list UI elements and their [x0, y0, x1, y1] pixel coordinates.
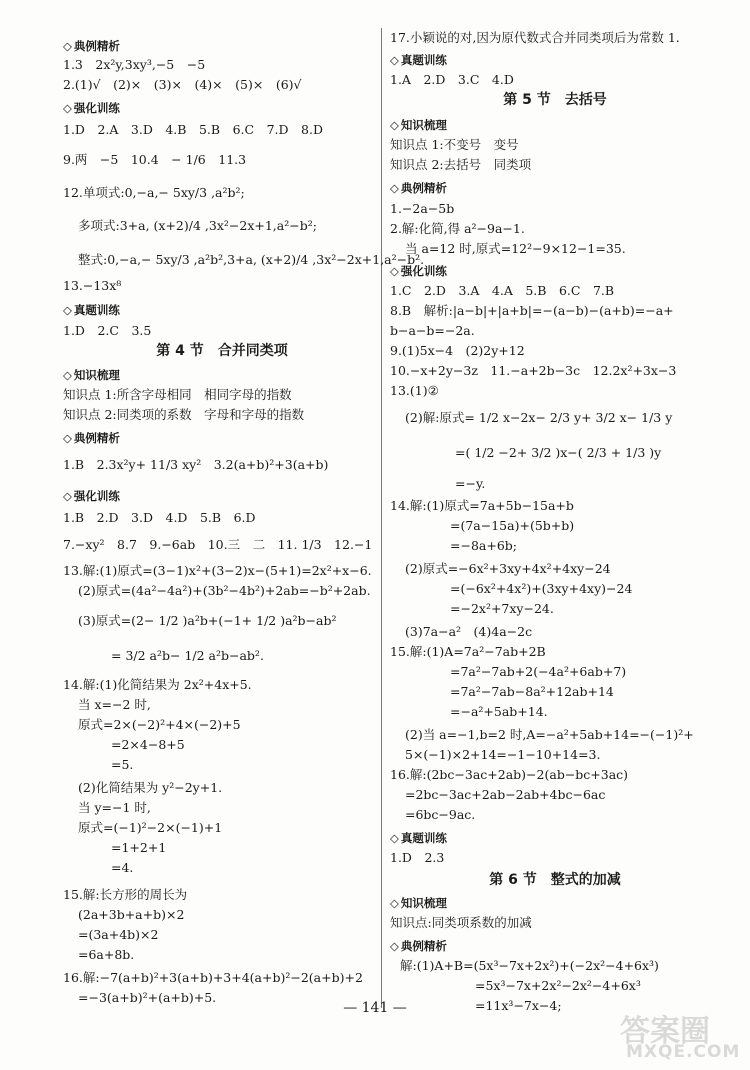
answer-line: b−a−b=−2a. [390, 323, 475, 338]
answer-line: =5. [111, 757, 134, 772]
answer-line: 1.A 2.D 3.C 4.D [390, 72, 514, 87]
section-heading [390, 52, 447, 68]
answer-line: (2a+3b+a+b)×2 [78, 907, 185, 922]
answer-line: 知识点 2:去括号 同类项 [390, 157, 532, 172]
diamond-bullet-icon: ◇ [63, 39, 72, 53]
section-heading-text: 知识梳理 [400, 896, 447, 910]
answer-line: =7a²−7ab−8a²+12ab+14 [450, 684, 614, 699]
section-heading-text: 强化训练 [73, 101, 120, 115]
diamond-bullet-icon: ◇ [63, 489, 72, 503]
answer-line: 13.(1)② [390, 383, 439, 398]
answer-line: =5x³−7x+2x²−2x²−4+6x³ [475, 978, 641, 993]
answer-line: 9.(1)5x−4 (2)2y+12 [390, 343, 525, 358]
answer-line: 知识点 1:所含字母相同 相同字母的指数 [63, 387, 292, 402]
answer-line: 2.(1)√ (2)× (3)× (4)× (5)× (6)√ [63, 77, 302, 92]
answer-line: (2)当 a=−1,b=2 时,A=−a²+5ab+14=−(−1)²+ [405, 727, 694, 742]
answer-line: 12.单项式:0,−a,− 5xy/3 ,a²b²; [63, 185, 245, 200]
diamond-bullet-icon: ◇ [390, 53, 399, 67]
answer-line: 解:(1)A+B=(5x³−7x+2x²)+(−2x²−4+6x³) [400, 958, 659, 973]
answer-line: 当 a=12 时,原式=12²−9×12−1=35. [405, 241, 626, 256]
answer-line: =(7a−15a)+(5b+b) [450, 518, 575, 533]
answer-line: 14.解:(1)化简结果为 2x²+4x+5. [63, 677, 252, 692]
answer-line: (2)解:原式= 1/2 x−2x− 2/3 y+ 3/2 x− 1/3 y [405, 410, 673, 425]
section-heading [63, 367, 120, 383]
answer-line: =−a²+5ab+14. [450, 704, 548, 719]
section-heading [63, 488, 120, 504]
diamond-bullet-icon: ◇ [390, 831, 399, 845]
answer-line: 1.D 2.C 3.5 [63, 323, 152, 338]
answer-line: 7.−xy² 8.7 9.−6ab 10.三 二 11. 1/3 12.−1 [63, 537, 373, 552]
answer-line: =2×4−8+5 [111, 737, 185, 752]
answer-line: 1.C 2.D 3.A 4.A 5.B 6.C 7.B [390, 283, 615, 298]
answer-line: 知识点:同类项系数的加减 [390, 915, 532, 930]
answer-line: 1.3 2x²y,3xy³,−5 −5 [63, 57, 206, 72]
answer-line: =−3(a+b)²+(a+b)+5. [78, 990, 217, 1005]
section-heading-text: 典例精析 [400, 939, 447, 953]
section-heading-text: 知识梳理 [400, 118, 447, 132]
chapter-title: 第 6 节 整式的加减 [489, 872, 621, 888]
diamond-bullet-icon: ◇ [63, 303, 72, 317]
answer-line: 17.小颖说的对,因为原代数式合并同类项后为常数 1. [390, 30, 680, 45]
section-heading [390, 180, 447, 196]
section-heading [390, 938, 447, 954]
answer-line: 当 x=−2 时, [78, 697, 151, 712]
answer-line: 当 y=−1 时, [78, 800, 151, 815]
answer-line: =−y. [455, 476, 486, 491]
answer-line: =(−6x²+4x²)+(3xy+4xy)−24 [450, 581, 633, 596]
answer-line: =( 1/2 −2+ 3/2 )x−( 2/3 + 1/3 )y [455, 445, 662, 460]
answer-line: =2bc−3ac+2ab−2ab+4bc−6ac [405, 787, 606, 802]
answer-line: 13.解:(1)原式=(3−1)x²+(3−2)x−(5+1)=2x²+x−6. [63, 563, 372, 578]
answer-line: =7a²−7ab+2(−4a²+6ab+7) [450, 664, 627, 679]
section-heading-text: 知识梳理 [73, 368, 120, 382]
diamond-bullet-icon: ◇ [63, 101, 72, 115]
answer-line: 10.−x+2y−3z 11.−a+2b−3c 12.2x²+3x−3 [390, 363, 677, 378]
answer-line: 5×(−1)×2+14=−1−10+14=3. [405, 747, 601, 762]
answer-line: 1.B 2.3x²y+ 11/3 xy² 3.2(a+b)²+3(a+b) [63, 457, 329, 472]
section-heading-text: 真题训练 [73, 303, 120, 317]
answer-line: =1+2+1 [111, 840, 167, 855]
answer-line: 原式=2×(−2)²+4×(−2)+5 [78, 717, 241, 732]
answer-line: 1.D 2.A 3.D 4.B 5.B 6.C 7.D 8.D [63, 122, 323, 137]
section-heading-text: 强化训练 [73, 489, 120, 503]
diamond-bullet-icon: ◇ [390, 118, 399, 132]
section-heading [390, 117, 447, 133]
diamond-bullet-icon: ◇ [63, 368, 72, 382]
diamond-bullet-icon: ◇ [390, 896, 399, 910]
answer-line: (3)7a−a² (4)4a−2c [405, 624, 533, 639]
section-heading-text: 典例精析 [400, 181, 447, 195]
section-heading [390, 895, 447, 911]
answer-line: 知识点 1:不变号 变号 [390, 137, 519, 152]
diamond-bullet-icon: ◇ [390, 939, 399, 953]
answer-line: =11x³−7x−4; [475, 998, 562, 1013]
answer-line: = 3/2 a²b− 1/2 a²b−ab². [111, 648, 264, 663]
section-heading-text: 真题训练 [400, 831, 447, 845]
section-heading [390, 263, 447, 279]
answer-line: =−8a+6b; [450, 538, 517, 553]
section-heading [63, 430, 120, 446]
answer-line: 9.两 −5 10.4 − 1/6 11.3 [63, 152, 247, 167]
chapter-title: 第 4 节 合并同类项 [156, 343, 288, 359]
answer-line: 1.D 2.3 [390, 850, 445, 865]
diamond-bullet-icon: ◇ [390, 181, 399, 195]
answer-line: =(3a+4b)×2 [78, 927, 159, 942]
answer-line: 2.解:化简,得 a²−9a−1. [390, 221, 525, 236]
section-heading [63, 38, 120, 54]
section-heading [63, 302, 120, 318]
answer-line: (2)原式=−6x²+3xy+4x²+4xy−24 [405, 561, 611, 576]
chapter-title: 第 5 节 去括号 [503, 92, 607, 108]
page-number: — 141 — [343, 1000, 407, 1016]
answer-line: =6bc−9ac. [405, 807, 476, 822]
column-divider [381, 28, 382, 1008]
answer-line: 8.B 解析:|a−b|+|a+b|=−(a−b)−(a+b)=−a+ [390, 303, 674, 318]
answer-line: 知识点 2:同类项的系数 字母和字母的指数 [63, 407, 305, 422]
diamond-bullet-icon: ◇ [390, 264, 399, 278]
answer-line: 整式:0,−a,− 5xy/3 ,a²b²,3+a, (x+2)/4 ,3x²−2x+1,a²−b². [78, 252, 425, 267]
answer-line: 1.B 2.D 3.D 4.D 5.B 6.D [63, 510, 256, 525]
answer-line: 多项式:3+a, (x+2)/4 ,3x²−2x+1,a²−b²; [78, 218, 317, 233]
answer-line: 13.−13x⁸ [63, 278, 122, 293]
answer-line: (2)化简结果为 y²−2y+1. [78, 780, 223, 795]
answer-line: 16.解:(2bc−3ac+2ab)−2(ab−bc+3ac) [390, 767, 629, 782]
section-heading [63, 100, 120, 116]
diamond-bullet-icon: ◇ [63, 431, 72, 445]
watermark-logo: 答案圈 MXQE.COM [620, 1014, 741, 1062]
section-heading-text: 典例精析 [73, 39, 120, 53]
answer-line: 1.−2a−5b [390, 201, 455, 216]
answer-line: 15.解:(1)A=7a²−7ab+2B [390, 644, 546, 659]
answer-line: 原式=(−1)²−2×(−1)+1 [78, 820, 223, 835]
answer-line: 15.解:长方形的周长为 [63, 887, 188, 902]
section-heading-text: 强化训练 [400, 264, 447, 278]
answer-line: (3)原式=(2− 1/2 )a²b+(−1+ 1/2 )a²b−ab² [78, 613, 337, 628]
answer-line: =−2x²+7xy−24. [450, 601, 554, 616]
section-heading [390, 830, 447, 846]
answer-line: =4. [111, 860, 134, 875]
section-heading-text: 真题训练 [400, 53, 447, 67]
answer-line: 16.解:−7(a+b)²+3(a+b)+3+4(a+b)²−2(a+b)+2 [63, 970, 363, 985]
answer-line: 14.解:(1)原式=7a+5b−15a+b [390, 498, 574, 513]
answer-line: (2)原式=(4a²−4a²)+(3b²−4b²)+2ab=−b²+2ab. [78, 583, 371, 598]
answer-line: =6a+8b. [78, 947, 135, 962]
section-heading-text: 典例精析 [73, 431, 120, 445]
